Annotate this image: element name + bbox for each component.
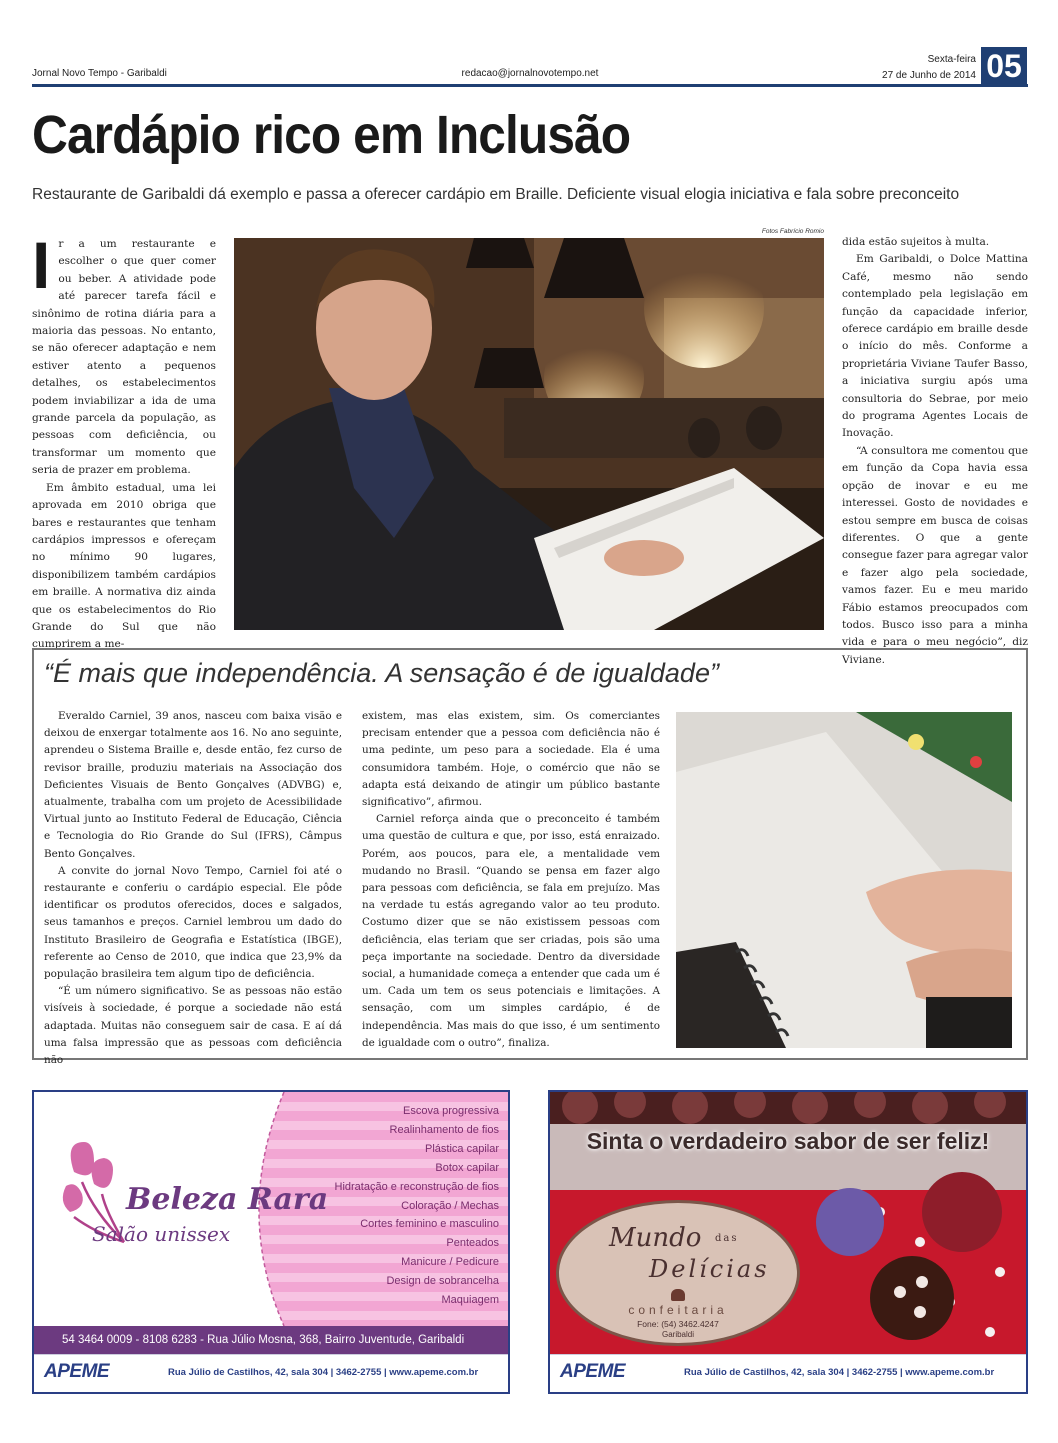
article-column-1 [32, 228, 216, 654]
ad-contact-line: 54 3464 0009 - 8108 6283 - Rua Júlio Mosna, 368, Bairro Juventude, Garibaldi [34, 1326, 508, 1354]
brand-city: Garibaldi [661, 1330, 694, 1339]
brand-tagline: Salão unissex [92, 1222, 231, 1246]
page-number: 05 [981, 47, 1027, 85]
box-paragraph: “É um número significativo. Se as pessoas não estão visíveis à sociedade, é porque a sociedade não está adaptada. Muitas não conseguem sair de casa. E aí dá uma falsa impressão que as pessoas com deficiência não [44, 985, 342, 1067]
box-column-1 [44, 708, 342, 1069]
service-item: Maquiagem [441, 1294, 499, 1307]
brand-name-line2: Delícias [649, 1255, 770, 1283]
service-item: Escova progressiva [403, 1105, 499, 1117]
box-column-2 [362, 708, 660, 1052]
service-item: Realinhamento de fios [389, 1123, 499, 1136]
article-paragraph: Em âmbito estadual, uma lei aprovada em 2010 obriga que bares e restaurantes que tenham cardápios impressos e ofereçam no mínimo 90 lugares, disponibilizem também cardápios em braille. A normativa diz ainda que os estabelecimentos do Rio Grande do Sul que não cumprirem a me- [32, 481, 216, 651]
box-paragraph: existem, mas elas existem, sim. Os comerciantes precisam entender que a pessoa com deficiência não é uma pedinte, um peso para a sociedade. Ela é uma consumidora também. Hoje, o comércio que não se adapta está deixando de atingir um público bastante significativo”, afirmou. [362, 710, 660, 809]
header-rule [32, 84, 1028, 87]
brand-name-line1: Mundo [609, 1223, 702, 1253]
service-item: Manicure / Pedicure [401, 1256, 499, 1269]
service-item: Coloração / Mechas [401, 1199, 499, 1212]
ad-slogan: Sinta o verdadeiro sabor de ser feliz! [586, 1128, 990, 1154]
brand-name-das: das [715, 1233, 739, 1244]
service-item: Penteados [446, 1237, 499, 1250]
photo-man-reading-braille-menu [234, 238, 824, 630]
issue-date: 27 de Junho de 2014 [882, 70, 976, 81]
publication-name: Jornal Novo Tempo - Garibaldi [32, 68, 167, 79]
contact-email[interactable]: redacao@jornalnovotempo.net [461, 68, 599, 79]
brand-oval [556, 1200, 800, 1346]
box-paragraph: A convite do jornal Novo Tempo, Carniel foi até o restaurante e conferiu o cardápio especial. Ele pôde identificar os produtos oferecidos, doces e salgados, seus tamanhos e preços. Carniel lembrou um dado do Instituto Brasileiro de Geografia e Estatística (IBGE), referente ao Censo de 2010, que indica que 23,9% da população brasileira tem algum tipo de deficiência. [44, 864, 342, 981]
issue-weekday: Sexta-feira [927, 54, 976, 65]
ad-mundo-das-delicias[interactable] [548, 1090, 1028, 1394]
box-title: “É mais que independência. A sensação é de igualdade” [44, 658, 719, 688]
article-paragraph: Em Garibaldi, o Dolce Mattina Café, mesmo não sendo contemplado pela legislação em função da capacidade inferior, oferece cardápio em braille desde o início do mês. Conforme a proprietária Viviane Taufer Basso, a iniciativa surgiu após uma consultoria do Sebrae, por meio do programa Agentes Locais de Inovação. [842, 253, 1028, 440]
apeme-footer [34, 1354, 508, 1392]
photo-illustration [234, 238, 824, 630]
service-item: Hidratação e reconstrução de fios [334, 1180, 499, 1193]
article-paragraph: “A consultora me comentou que em função da Copa havia essa opção de inovar e eu me interessei. Gosto de novidades e estou sempre em busca de coisas diferentes. O que a gente consegue fazer para agregar valor e fazer algo pela sociedade, vamos fazer. Eu e meu marido Fábio estamos preocupados com todos. Busco isso para a minha vida e para o meu negócio”, diz Viviane. [842, 444, 1028, 666]
headline: Cardápio rico em Inclusão [32, 105, 631, 165]
cupcake-icon [671, 1289, 685, 1301]
photo-braille-menu-hands [676, 712, 1012, 1048]
apeme-footer [550, 1354, 1026, 1392]
subheadline: Restaurante de Garibaldi dá exemplo e passa a oferecer cardápio em Braille. Deficiente visual elogia iniciativa e fala sobre preconceito [32, 186, 960, 203]
service-item: Botox capilar [435, 1161, 499, 1174]
service-item: Plástica capilar [425, 1142, 499, 1155]
services-list [284, 1102, 499, 1310]
apeme-logo: APEME [44, 1361, 110, 1382]
apeme-address: Rua Júlio de Castilhos, 42, sala 304 | 3462-2755 | www.apeme.com.br [168, 1367, 479, 1378]
box-paragraph: Carniel reforça ainda que o preconceito é também uma questão de cultura e que, por isso, está enraizado. Porém, aos poucos, para ele, a mentalidade vem mudando no Brasil. “Quando se pensa em fazer algo para pessoas com deficiência, se fala em prejuízo. Mas na verdade tu estás agregando valor ao teu produto. Costumo dizer que se não existissem pessoas com deficiência, elas teriam que ser criadas, pois são uma peça importante na sociedade. Dentro da diversidade social, a humanidade começa a entender que cada um é um. Cada um tem os seus potenciais e limitações. A sensação, com um simples cardápio, é de independência. Mas mais do que isso, é um sentimento de igualdade com o outro”, finaliza. [362, 813, 660, 1049]
photo-illustration [676, 712, 1012, 1048]
brand-kind: confeitaria [628, 1303, 728, 1317]
article-paragraph: dida estão sujeitos à multa. [842, 236, 990, 248]
drop-cap: I [32, 228, 51, 302]
apeme-logo: APEME [560, 1361, 626, 1382]
brand-name: Beleza Rara [126, 1182, 329, 1217]
apeme-address: Rua Júlio de Castilhos, 42, sala 304 | 3462-2755 | www.apeme.com.br [684, 1367, 995, 1378]
service-item: Cortes feminino e masculino [360, 1218, 499, 1231]
service-item: Design de sobrancelha [386, 1275, 499, 1288]
box-paragraph: Everaldo Carniel, 39 anos, nasceu com baixa visão e deixou de enxergar totalmente aos 16. No ano seguinte, aprendeu o Sistema Braille e, desde então, fez curso de revisor braille, produziu materiais na Associação dos Deficientes Visuais de Bento Gonçalves (ADVBG) e, atualmente, trabalha com um projeto de Acessibilidade Virtual junto ao Instituto Federal de Educação, Ciência e Tecnologia do Rio Grande do Sul (IFRS), Câmpus Bento Gonçalves. [44, 710, 342, 860]
brand-phone: Fone: (54) 3462.4247 [637, 1319, 719, 1329]
photo-credit: Fotos Fabrício Romio [761, 228, 824, 235]
article-column-3 [842, 234, 1028, 669]
ad-beleza-rara[interactable] [32, 1090, 510, 1394]
article-paragraph: Ir a um restaurante e escolher o que quer comer ou beber. A atividade pode até parecer tarefa fácil e sinônimo de rotina diária para a maioria das pessoas. No entanto, se não oferecer adaptação e nem estiver atento a pequenos detalhes, os estabelecimentos podem inviabilizar a ida de uma grande parcela da população, as pessoas com deficiência, ou transformar um momento que seria de prazer em problema. [32, 228, 216, 477]
